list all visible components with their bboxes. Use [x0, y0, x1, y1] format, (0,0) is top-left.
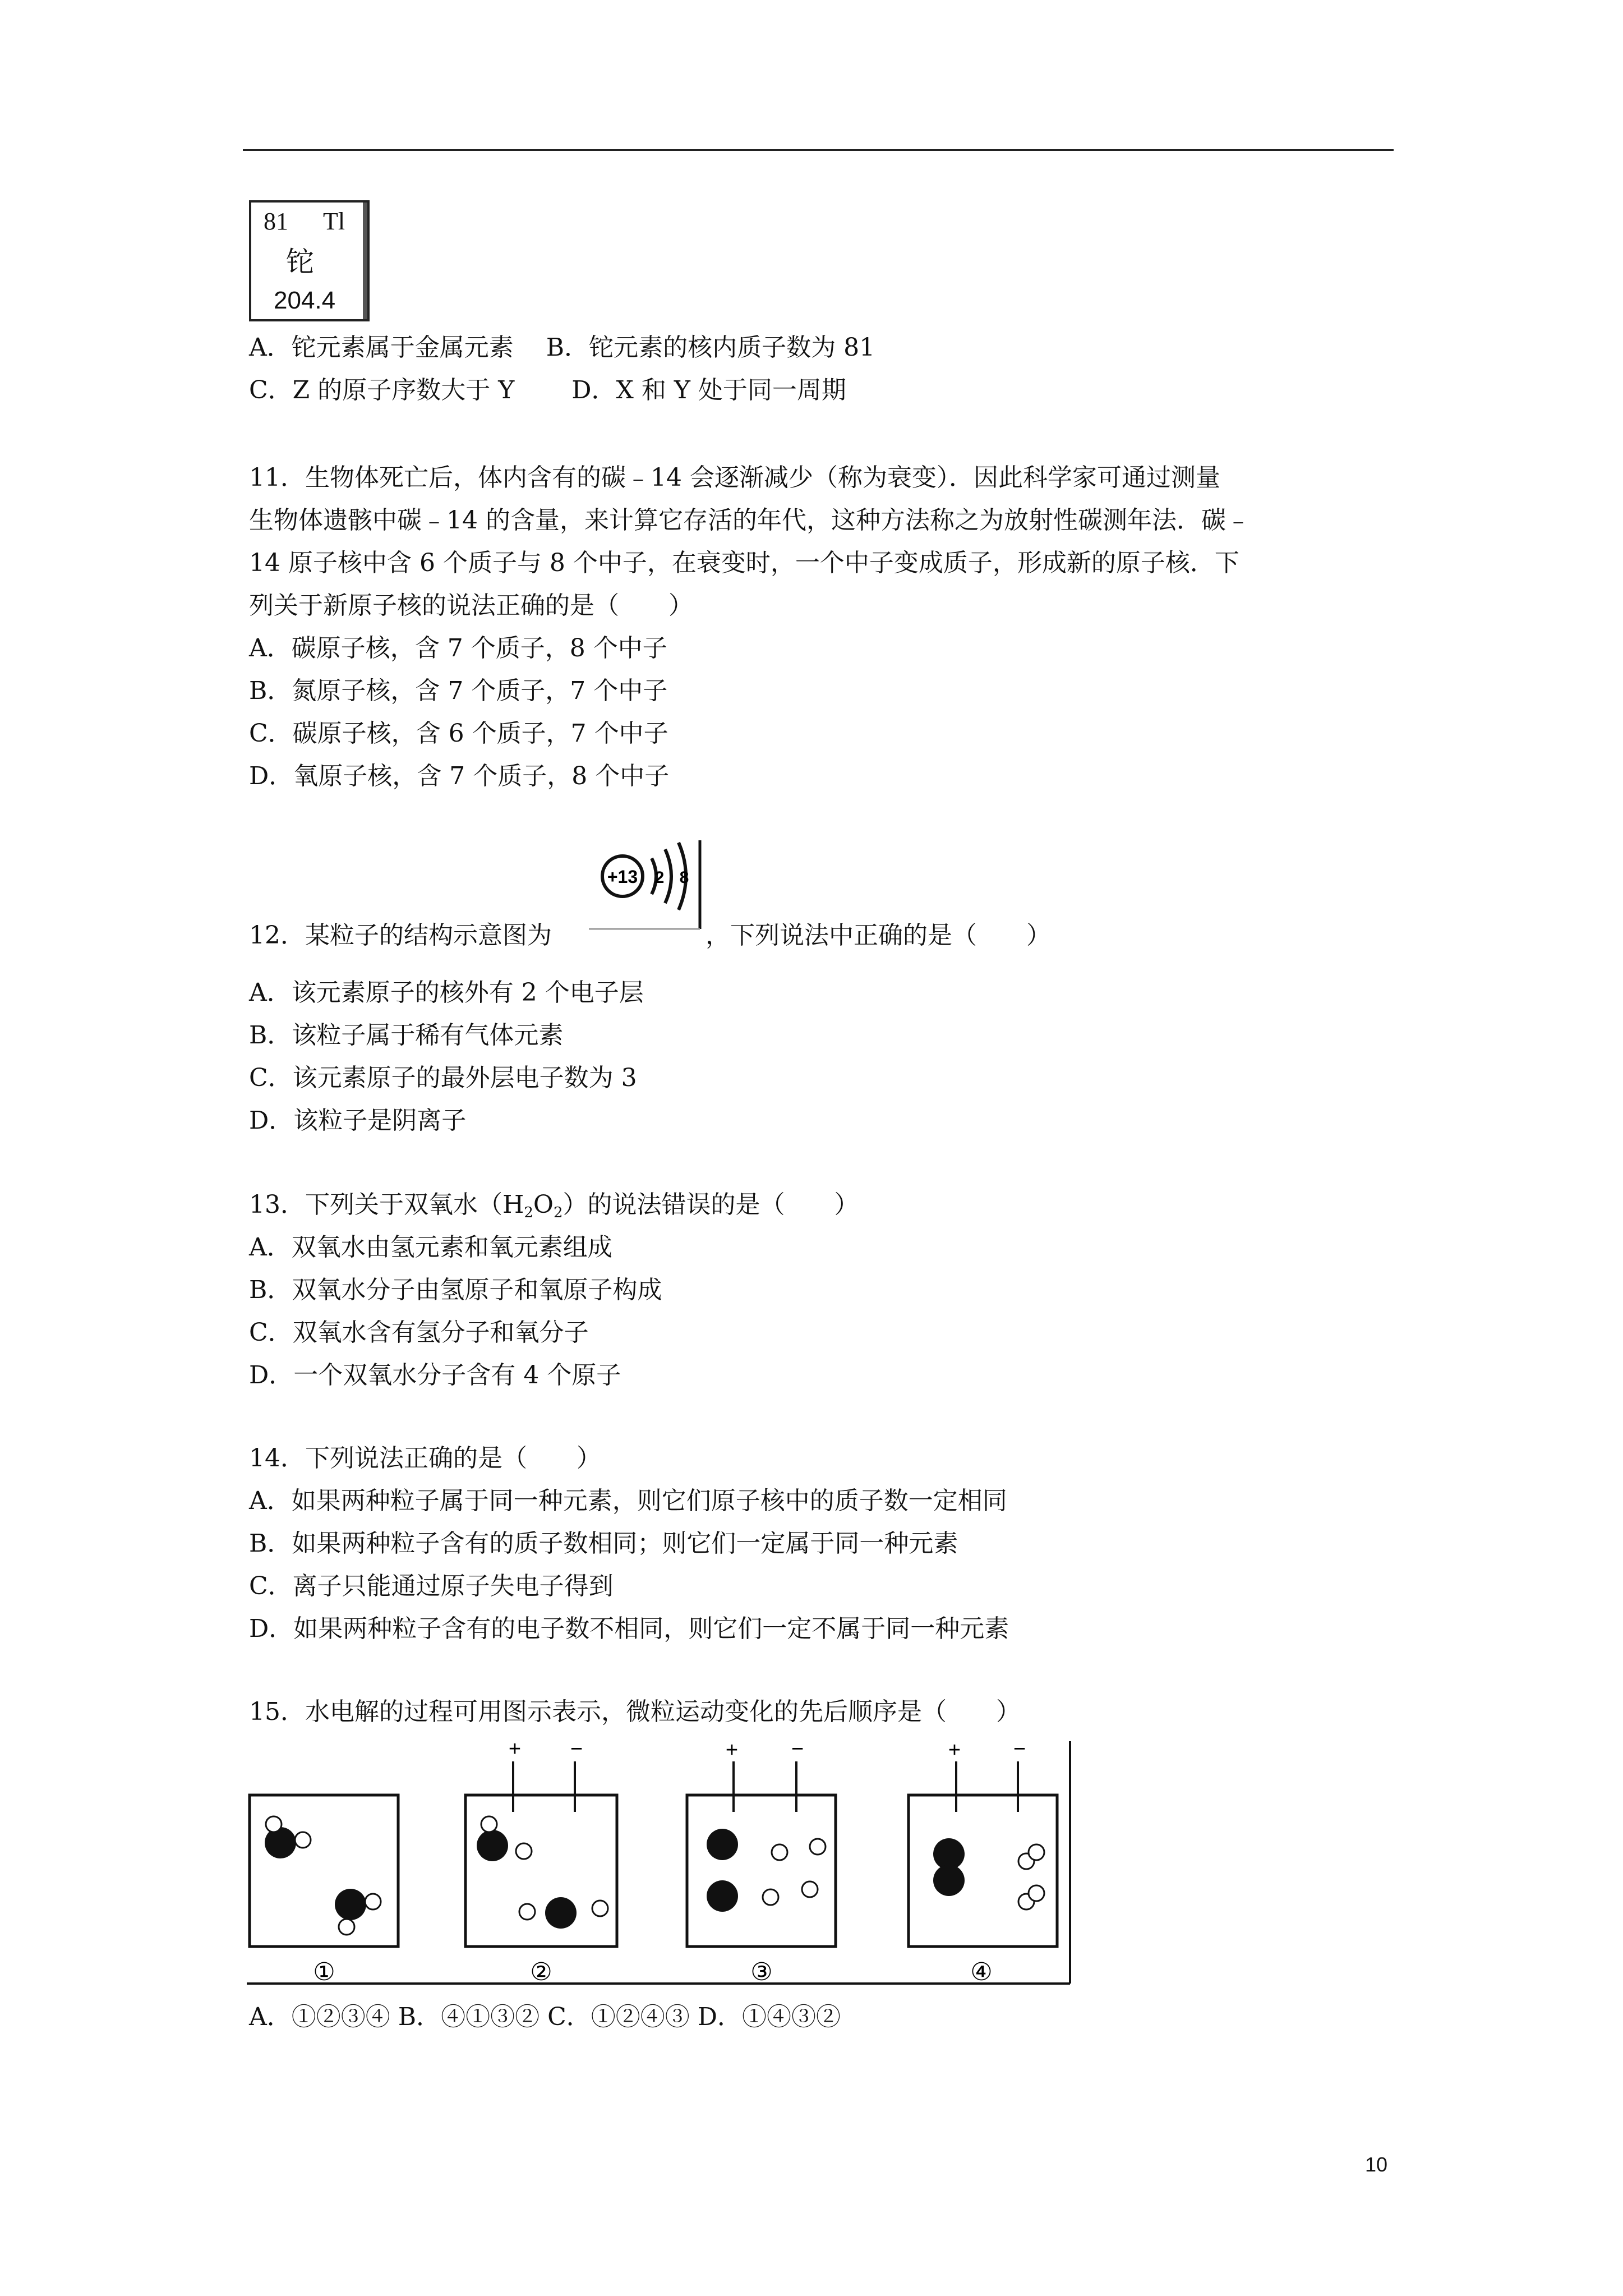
minus-sign: −: [791, 1737, 804, 1761]
plus-sign: +: [508, 1737, 522, 1761]
hydrogen-atom: [802, 1881, 818, 1897]
panel-4-box: [909, 1795, 1057, 1947]
oxygen-atom: [933, 1865, 965, 1896]
q13-stem-after: ）的说法错误的是（ ）: [562, 1190, 859, 1219]
q11-option-d: D．氧原子核，含 7 个质子，8 个中子: [249, 762, 670, 790]
q13-sub1: 2: [524, 1204, 533, 1221]
q13-option-a: A．双氧水由氢元素和氧元素组成: [249, 1233, 612, 1262]
hydrogen-atom: [481, 1816, 497, 1832]
minus-sign: −: [570, 1737, 583, 1761]
particle-structure-diagram: [589, 836, 707, 931]
q11-option-c: C．碳原子核，含 6 个质子，7 个中子: [249, 719, 668, 748]
element-name: 铊: [286, 246, 314, 278]
hydrogen-atom: [592, 1901, 608, 1916]
hydrogen-atom: [516, 1843, 532, 1859]
q13-sub2: 2: [553, 1204, 563, 1221]
q14-option-b: B．如果两种粒子含有的质子数相同；则它们一定属于同一种元素: [249, 1529, 958, 1558]
electrolysis-diagram: [241, 1733, 1077, 2003]
panel-2-label: ②: [530, 1958, 552, 1986]
panel-1-label: ①: [313, 1958, 335, 1986]
panel-2: [465, 1737, 617, 1986]
hydrogen-atom: [772, 1844, 787, 1860]
hydrogen-atom: [1029, 1885, 1044, 1901]
minus-sign: −: [1013, 1737, 1026, 1761]
nucleus-charge: +13: [607, 867, 638, 887]
q14-stem: 14．下列说法正确的是（ ）: [249, 1444, 601, 1473]
hydrogen-atom: [519, 1904, 535, 1920]
panel-4-label: ④: [970, 1958, 993, 1986]
q12-option-a: A．该元素原子的核外有 2 个电子层: [249, 978, 644, 1007]
panel-3-box: [687, 1795, 836, 1947]
oxygen-atom: [335, 1889, 366, 1920]
hydrogen-atom: [763, 1889, 778, 1905]
hydrogen-atom: [266, 1816, 282, 1832]
q14-option-a: A．如果两种粒子属于同一种元素，则它们原子核中的质子数一定相同: [249, 1487, 1007, 1515]
q11-stem-line4: 列关于新原子核的说法正确的是（ ）: [249, 591, 693, 620]
header-rule: [243, 149, 1394, 151]
element-symbol: Tl: [323, 208, 345, 235]
hydrogen-atom: [339, 1919, 354, 1935]
plus-sign: +: [725, 1738, 739, 1762]
q10-options-row2: C．Z 的原子序数大于 Y D．X 和 Y 处于同一周期: [249, 376, 846, 404]
oxygen-atom: [545, 1897, 577, 1929]
q11-option-b: B．氮原子核，含 7 个质子，7 个中子: [249, 677, 668, 705]
shell2-electrons: 8: [679, 868, 689, 887]
q11-stem-line2: 生物体遗骸中碳﹣14 的含量，来计算它存活的年代，这种方法称之为放射性碳测年法．碳﹣: [249, 506, 1251, 535]
q12-option-c: C．该元素原子的最外层电子数为 3: [249, 1064, 637, 1092]
q12-stem-before: 12．某粒子的结构示意图为: [249, 921, 552, 950]
q12-option-b: B．该粒子属于稀有气体元素: [249, 1021, 564, 1050]
q11-stem-line1: 11．生物体死亡后，体内含有的碳﹣14 会逐渐减少（称为衰变）．因此科学家可通过测量: [249, 463, 1220, 492]
oxygen-atom: [707, 1880, 738, 1912]
hydrogen-atom: [1029, 1844, 1044, 1860]
shell1-electrons: 2: [654, 868, 665, 887]
hydrogen-atom: [295, 1832, 311, 1848]
hydrogen-atom: [365, 1894, 381, 1910]
element-card-thallium: [249, 200, 370, 321]
hydrogen-atom: [810, 1839, 826, 1855]
q14-option-c: C．离子只能通过原子失电子得到: [249, 1572, 614, 1600]
q10-options-row1: A．铊元素属于金属元素 B．铊元素的核内质子数为 81: [249, 333, 875, 362]
card-shadow-edge: [363, 203, 367, 319]
q13-stem-before: 13．下列关于双氧水（H: [249, 1190, 524, 1219]
q15-stem: 15．水电解的过程可用图示表示，微粒运动变化的先后顺序是（ ）: [249, 1697, 1021, 1726]
panel-3-label: ③: [750, 1958, 773, 1986]
plus-sign: +: [948, 1738, 961, 1762]
oxygen-atom: [707, 1829, 738, 1860]
atomic-mass: 204.4: [274, 287, 336, 314]
q12-stem-after: ，下列说法中正确的是（ ）: [706, 921, 1051, 950]
q13-option-b: B．双氧水分子由氢原子和氧原子构成: [249, 1276, 662, 1304]
oxygen-atom: [477, 1830, 508, 1861]
q13-mid: O: [533, 1190, 554, 1219]
atomic-number: 81: [264, 208, 288, 235]
q11-option-a: A．碳原子核，含 7 个质子，8 个中子: [249, 634, 667, 662]
q11-stem-line3: 14 原子核中含 6 个质子与 8 个中子，在衰变时，一个中子变成质子，形成新的原子核．下: [249, 549, 1239, 577]
panel-1: [250, 1795, 398, 1986]
panel-3: [687, 1737, 836, 1986]
q13-option-c: C．双氧水含有氢分子和氧分子: [249, 1318, 589, 1347]
q13-option-d: D．一个双氧水分子含有 4 个原子: [249, 1361, 621, 1389]
panel-4: [909, 1737, 1057, 1986]
shell-arc-2: [665, 849, 671, 903]
q12-option-d: D．该粒子是阴离子: [249, 1106, 467, 1135]
q15-options: A．①②③④ B．④①③② C．①②④③ D．①④③②: [249, 2003, 841, 2031]
q14-option-d: D．如果两种粒子含有的电子数不相同，则它们一定不属于同一种元素: [249, 1614, 1009, 1643]
q13-stem: [249, 1189, 859, 1228]
page-number: 10: [1365, 2153, 1388, 2176]
